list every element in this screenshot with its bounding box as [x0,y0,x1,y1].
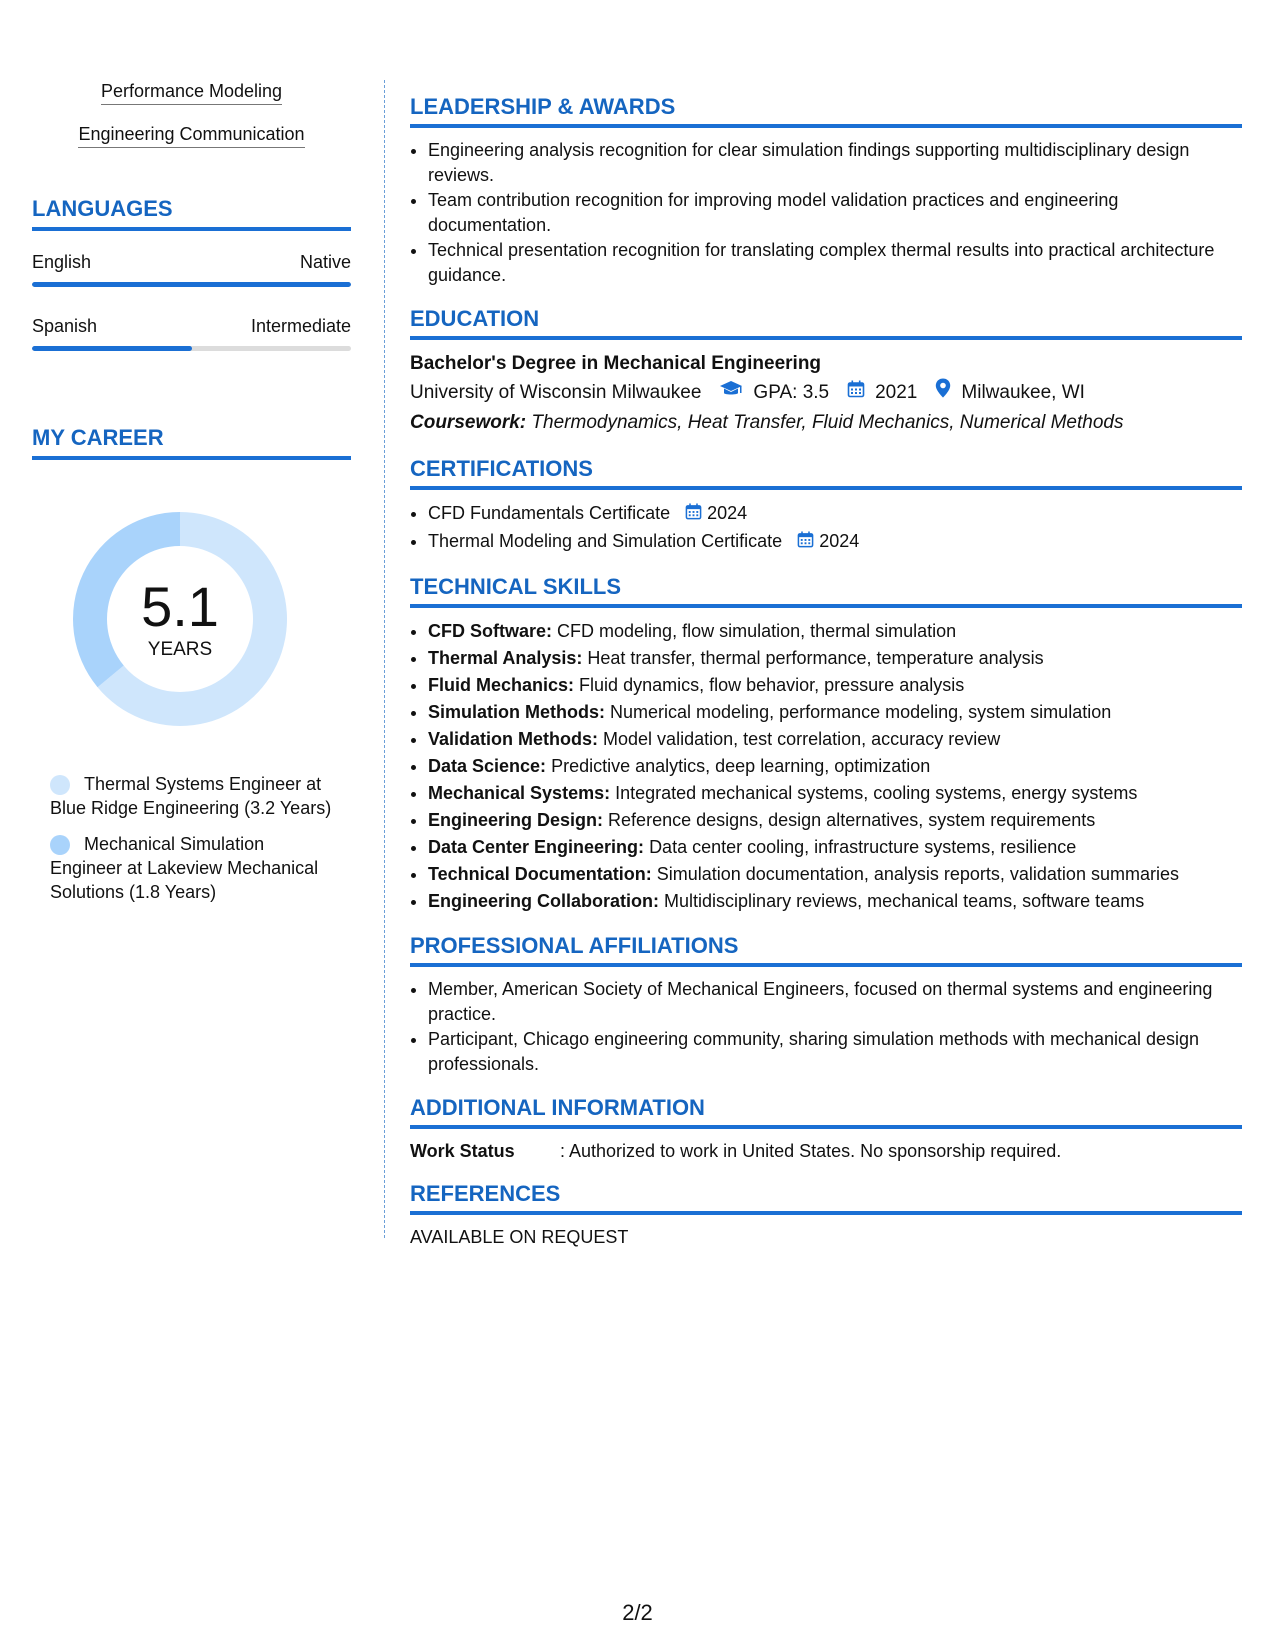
coursework-label: Coursework: [410,412,527,433]
language-proficiency-fill [32,346,192,351]
work-status-row [410,1139,1242,1163]
affiliations-heading: PROFESSIONAL AFFILIATIONS [410,933,1242,967]
list-item: • Participant, Chicago engineering community, sharing simulation methods with mechanical design professionals. [428,1027,1242,1077]
technical-skills-section [410,574,1242,915]
work-status-value: : Authorized to work in United States. No sponsorship required. [560,1140,1062,1161]
certification-year: 2024 [819,530,860,551]
additional-info-heading: ADDITIONAL INFORMATION [410,1095,1242,1129]
career-donut-chart [65,504,295,734]
education-school: University of Wisconsin Milwaukee [410,382,702,403]
skill-values: Simulation documentation, analysis reports, validation summaries [656,863,1179,884]
language-level: Intermediate [250,316,351,336]
skill-values: Predictive analytics, deep learning, optimization [551,755,931,776]
skill-values: CFD modeling, flow simulation, thermal simulation [557,620,957,641]
career-item-text: Thermal Systems Engineer at Blue Ridge Engineering (3.2 Years) [50,774,332,818]
languages-heading: LANGUAGES [32,196,351,231]
list-item [428,500,1242,528]
education-section [410,306,1242,438]
skill-values: Integrated mechanical systems, cooling systems, energy systems [615,782,1138,803]
education-location: Milwaukee, WI [961,382,1085,403]
calendar-icon [847,378,865,408]
leadership-section [410,94,1242,288]
list-item: • Technical presentation recognition for translating complex thermal results into practical architecture guidance. [428,238,1242,288]
skill-values: Fluid dynamics, flow behavior, pressure analysis [579,674,965,695]
affiliations-list [410,977,1242,1077]
left-column [32,80,351,916]
column-divider [384,80,385,1238]
calendar-icon [685,501,702,528]
language-name: English [32,252,92,272]
education-details [410,378,1242,408]
certification-name: CFD Fundamentals Certificate [428,503,671,523]
affiliations-section [410,933,1242,1077]
skill-category: Validation Methods: [428,728,599,749]
education-degree: Bachelor's Degree in Mechanical Engineering [410,353,822,374]
language-item [32,251,351,287]
list-item [428,780,1242,807]
skill-category: Data Center Engineering: [428,836,645,857]
education-coursework [410,408,1242,438]
list-item [428,753,1242,780]
skill-values: Multidisciplinary reviews, mechanical teams, software teams [664,890,1145,911]
page-number: 2/2 [622,1600,653,1625]
certification-year: 2024 [707,503,748,523]
career-legend-dot [50,835,70,855]
language-name: Spanish [32,316,98,336]
skill-category: CFD Software: [428,620,553,641]
list-item: • Member, American Society of Mechanical Engineers, focused on thermal systems and engineering practice. [428,977,1242,1027]
career-heading: MY CAREER [32,425,351,460]
skill-values: Model validation, test correlation, accuracy review [603,728,1001,749]
skill-category: Thermal Analysis: [428,647,583,668]
skill-values: Numerical modeling, performance modeling, system simulation [610,701,1112,722]
list-item: • Engineering analysis recognition for clear simulation findings supporting multidisciplinary design reviews. [428,138,1242,188]
certifications-section [410,456,1242,556]
career-total-value: 5.1 [141,575,219,638]
skill-category: Engineering Collaboration: [428,890,660,911]
skill-values: Heat transfer, thermal performance, temperature analysis [587,647,1044,668]
career-list [50,772,335,904]
career-total-unit: YEARS [147,639,213,660]
graduation-cap-icon [719,378,743,408]
location-pin-icon [935,378,951,408]
skill-category: Mechanical Systems: [428,782,611,803]
work-status-label: Work Status [410,1140,515,1161]
calendar-icon [797,529,814,556]
career-item-text: Mechanical Simulation Engineer at Lakeview Mechanical Solutions (1.8 Years) [50,834,319,902]
language-level: Native [299,252,351,272]
list-item [428,618,1242,645]
language-item [32,315,351,351]
leadership-list [410,138,1242,288]
language-proficiency-fill [32,282,351,287]
education-gpa: GPA: 3.5 [753,382,830,403]
skill-tag: Engineering Communication [78,123,304,148]
career-item [50,832,335,904]
list-item [428,528,1242,556]
leadership-heading: LEADERSHIP & AWARDS [410,94,1242,128]
skill-tag: Performance Modeling [101,80,282,105]
additional-info-section [410,1095,1242,1163]
technical-skills-list [410,618,1242,915]
list-item [428,726,1242,753]
skill-category: Data Science: [428,755,547,776]
coursework-text: Thermodynamics, Heat Transfer, Fluid Mechanics, Numerical Methods [531,412,1124,433]
skill-category: Technical Documentation: [428,863,652,884]
list-item [428,645,1242,672]
education-heading: EDUCATION [410,306,1242,340]
certifications-list [410,500,1242,556]
certifications-heading: CERTIFICATIONS [410,456,1242,490]
references-section [410,1181,1242,1249]
list-item [428,861,1242,888]
list-item [428,834,1242,861]
language-proficiency-bar [32,346,351,351]
right-column [410,94,1242,1267]
skill-category: Fluid Mechanics: [428,674,575,695]
technical-skills-heading: TECHNICAL SKILLS [410,574,1242,608]
list-item [428,807,1242,834]
language-proficiency-bar [32,282,351,287]
certification-name: Thermal Modeling and Simulation Certificate [428,530,783,551]
list-item [428,699,1242,726]
references-text: AVAILABLE ON REQUEST [410,1226,629,1247]
career-legend-dot [50,775,70,795]
career-item [50,772,335,820]
skill-category: Simulation Methods: [428,701,605,722]
skill-category: Engineering Design: [428,809,604,830]
skill-values: Reference designs, design alternatives, system requirements [608,809,1096,830]
list-item [428,888,1242,915]
references-heading: REFERENCES [410,1181,1242,1215]
education-year: 2021 [875,382,918,403]
list-item [428,672,1242,699]
list-item: • Team contribution recognition for improving model validation practices and engineering documentation. [428,188,1242,238]
skill-values: Data center cooling, infrastructure systems, resilience [649,836,1077,857]
